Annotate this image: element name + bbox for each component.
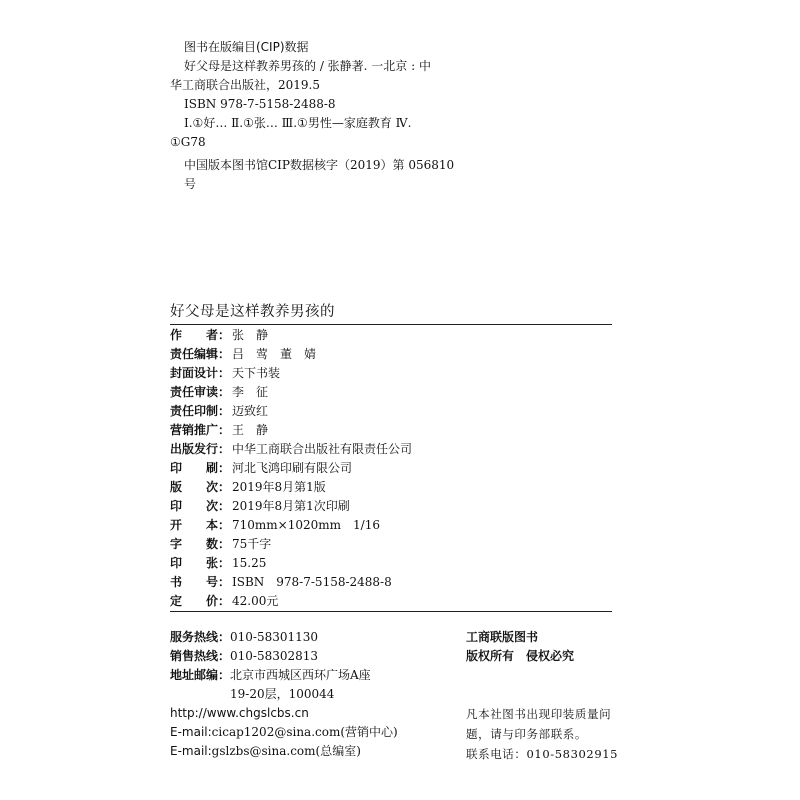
service-hotline-label: 服务热线： bbox=[170, 630, 231, 644]
service-hotline bbox=[170, 628, 398, 647]
cip-line-5: ①G78 bbox=[170, 135, 206, 149]
detail-value: 张 静 bbox=[232, 328, 269, 342]
bottom-rule bbox=[170, 611, 612, 612]
detail-row-price bbox=[170, 592, 612, 611]
detail-row-publisher bbox=[170, 440, 612, 459]
detail-value: 迈致红 bbox=[232, 404, 269, 418]
detail-value: 河北飞鸿印刷有限公司 bbox=[232, 461, 353, 475]
cip-heading: 图书在版编目(CIP)数据 bbox=[184, 40, 309, 54]
contact-info bbox=[170, 628, 398, 761]
address-line-1: 北京市西城区西环广场A座 bbox=[230, 668, 371, 682]
detail-label: 封 面 设 计： bbox=[170, 366, 231, 380]
sales-hotline bbox=[170, 647, 398, 666]
detail-value: ISBN 978-7-5158-2488-8 bbox=[232, 575, 392, 589]
detail-value: 李 征 bbox=[232, 385, 269, 399]
detail-label: 版 次： bbox=[170, 480, 230, 494]
notice-line-2: 题，请与印务部联系。 bbox=[466, 727, 587, 741]
detail-value: 吕 莺 董 婧 bbox=[232, 347, 317, 361]
top-rule bbox=[170, 324, 612, 325]
address-label: 地址邮编： bbox=[170, 668, 231, 682]
email-editorial-value[interactable]: gslzbs@sina.com(总编室) bbox=[211, 744, 361, 758]
detail-row-printer bbox=[170, 459, 612, 478]
detail-row-author bbox=[170, 326, 612, 345]
detail-label: 印 刷： bbox=[170, 461, 230, 475]
detail-row-edition bbox=[170, 478, 612, 497]
website-link[interactable]: http://www.chgslcbs.cn bbox=[170, 706, 309, 720]
detail-row-isbn bbox=[170, 573, 612, 592]
detail-label: 开 本： bbox=[170, 518, 230, 532]
detail-label: 责 任 审 读： bbox=[170, 385, 231, 399]
detail-value: 75千字 bbox=[232, 537, 272, 551]
detail-row-format bbox=[170, 516, 612, 535]
detail-label: 作 者： bbox=[170, 328, 230, 342]
rights-block bbox=[466, 628, 618, 764]
notice-line-1: 凡本社图书出现印装质量问 bbox=[466, 707, 612, 721]
email-marketing bbox=[170, 723, 398, 742]
cip-line-4: Ⅰ.①好… Ⅱ.①张… Ⅲ.①男性—家庭教育 Ⅳ. bbox=[184, 116, 412, 130]
detail-label: 责 任 印 制： bbox=[170, 404, 231, 418]
detail-label: 定 价： bbox=[170, 594, 230, 608]
email-label: E-mail: bbox=[170, 725, 212, 739]
service-hotline-value: 010-58301130 bbox=[230, 630, 319, 644]
book-title: 好父母是这样教养男孩的 bbox=[170, 304, 335, 320]
detail-label: 出 版 发 行： bbox=[170, 442, 231, 456]
detail-label: 字 数： bbox=[170, 537, 230, 551]
detail-row-sheets bbox=[170, 554, 612, 573]
detail-row-reviewer bbox=[170, 383, 612, 402]
detail-value: 710mm×1020mm 1/16 bbox=[232, 518, 380, 532]
address bbox=[170, 666, 398, 685]
detail-row-cover-design bbox=[170, 364, 612, 383]
detail-row-editor bbox=[170, 345, 612, 364]
address-line-2: 19-20层，100044 bbox=[230, 687, 335, 701]
cip-line-2: 华工商联合出版社，2019.5 bbox=[170, 78, 320, 92]
detail-value: 王 静 bbox=[232, 423, 269, 437]
detail-value: 2019年8月第1次印刷 bbox=[232, 499, 350, 513]
detail-label: 责 任 编 辑： bbox=[170, 347, 231, 361]
cip-record-number: 中国版本图书馆CIP数据核字（2019）第 056810 号 bbox=[184, 158, 455, 191]
address-continued bbox=[170, 685, 398, 704]
email-editorial bbox=[170, 742, 398, 761]
detail-row-marketing bbox=[170, 421, 612, 440]
detail-value: 天下书装 bbox=[232, 366, 281, 380]
detail-label: 书 号： bbox=[170, 575, 230, 589]
copyright-line: 版权所有 侵权必究 bbox=[466, 649, 575, 663]
detail-value: 15.25 bbox=[232, 556, 267, 570]
email-label: E-mail: bbox=[170, 744, 212, 758]
detail-value: 2019年8月第1版 bbox=[232, 480, 326, 494]
publication-details bbox=[170, 326, 612, 611]
cip-data-block bbox=[170, 38, 460, 194]
detail-row-word-count bbox=[170, 535, 612, 554]
sales-hotline-value: 010-58302813 bbox=[230, 649, 319, 663]
detail-label: 印 张： bbox=[170, 556, 230, 570]
sales-hotline-label: 销售热线： bbox=[170, 649, 231, 663]
detail-value: 中华工商联合出版社有限责任公司 bbox=[232, 442, 413, 456]
detail-label: 营 销 推 广： bbox=[170, 423, 231, 437]
quality-notice bbox=[466, 704, 618, 764]
email-marketing-value[interactable]: cicap1202@sina.com(营销中心) bbox=[211, 725, 398, 739]
detail-label: 印 次： bbox=[170, 499, 230, 513]
notice-line-3: 联系电话：010-58302915 bbox=[466, 747, 619, 761]
detail-value: 42.00元 bbox=[232, 594, 279, 608]
detail-row-impression bbox=[170, 497, 612, 516]
cip-line-1: 好父母是这样教养男孩的 / 张静著. 一北京 : 中 bbox=[184, 59, 431, 73]
detail-row-printing-supervisor bbox=[170, 402, 612, 421]
cip-line-3: ISBN 978-7-5158-2488-8 bbox=[184, 97, 336, 111]
brand-line: 工商联版图书 bbox=[466, 630, 539, 644]
